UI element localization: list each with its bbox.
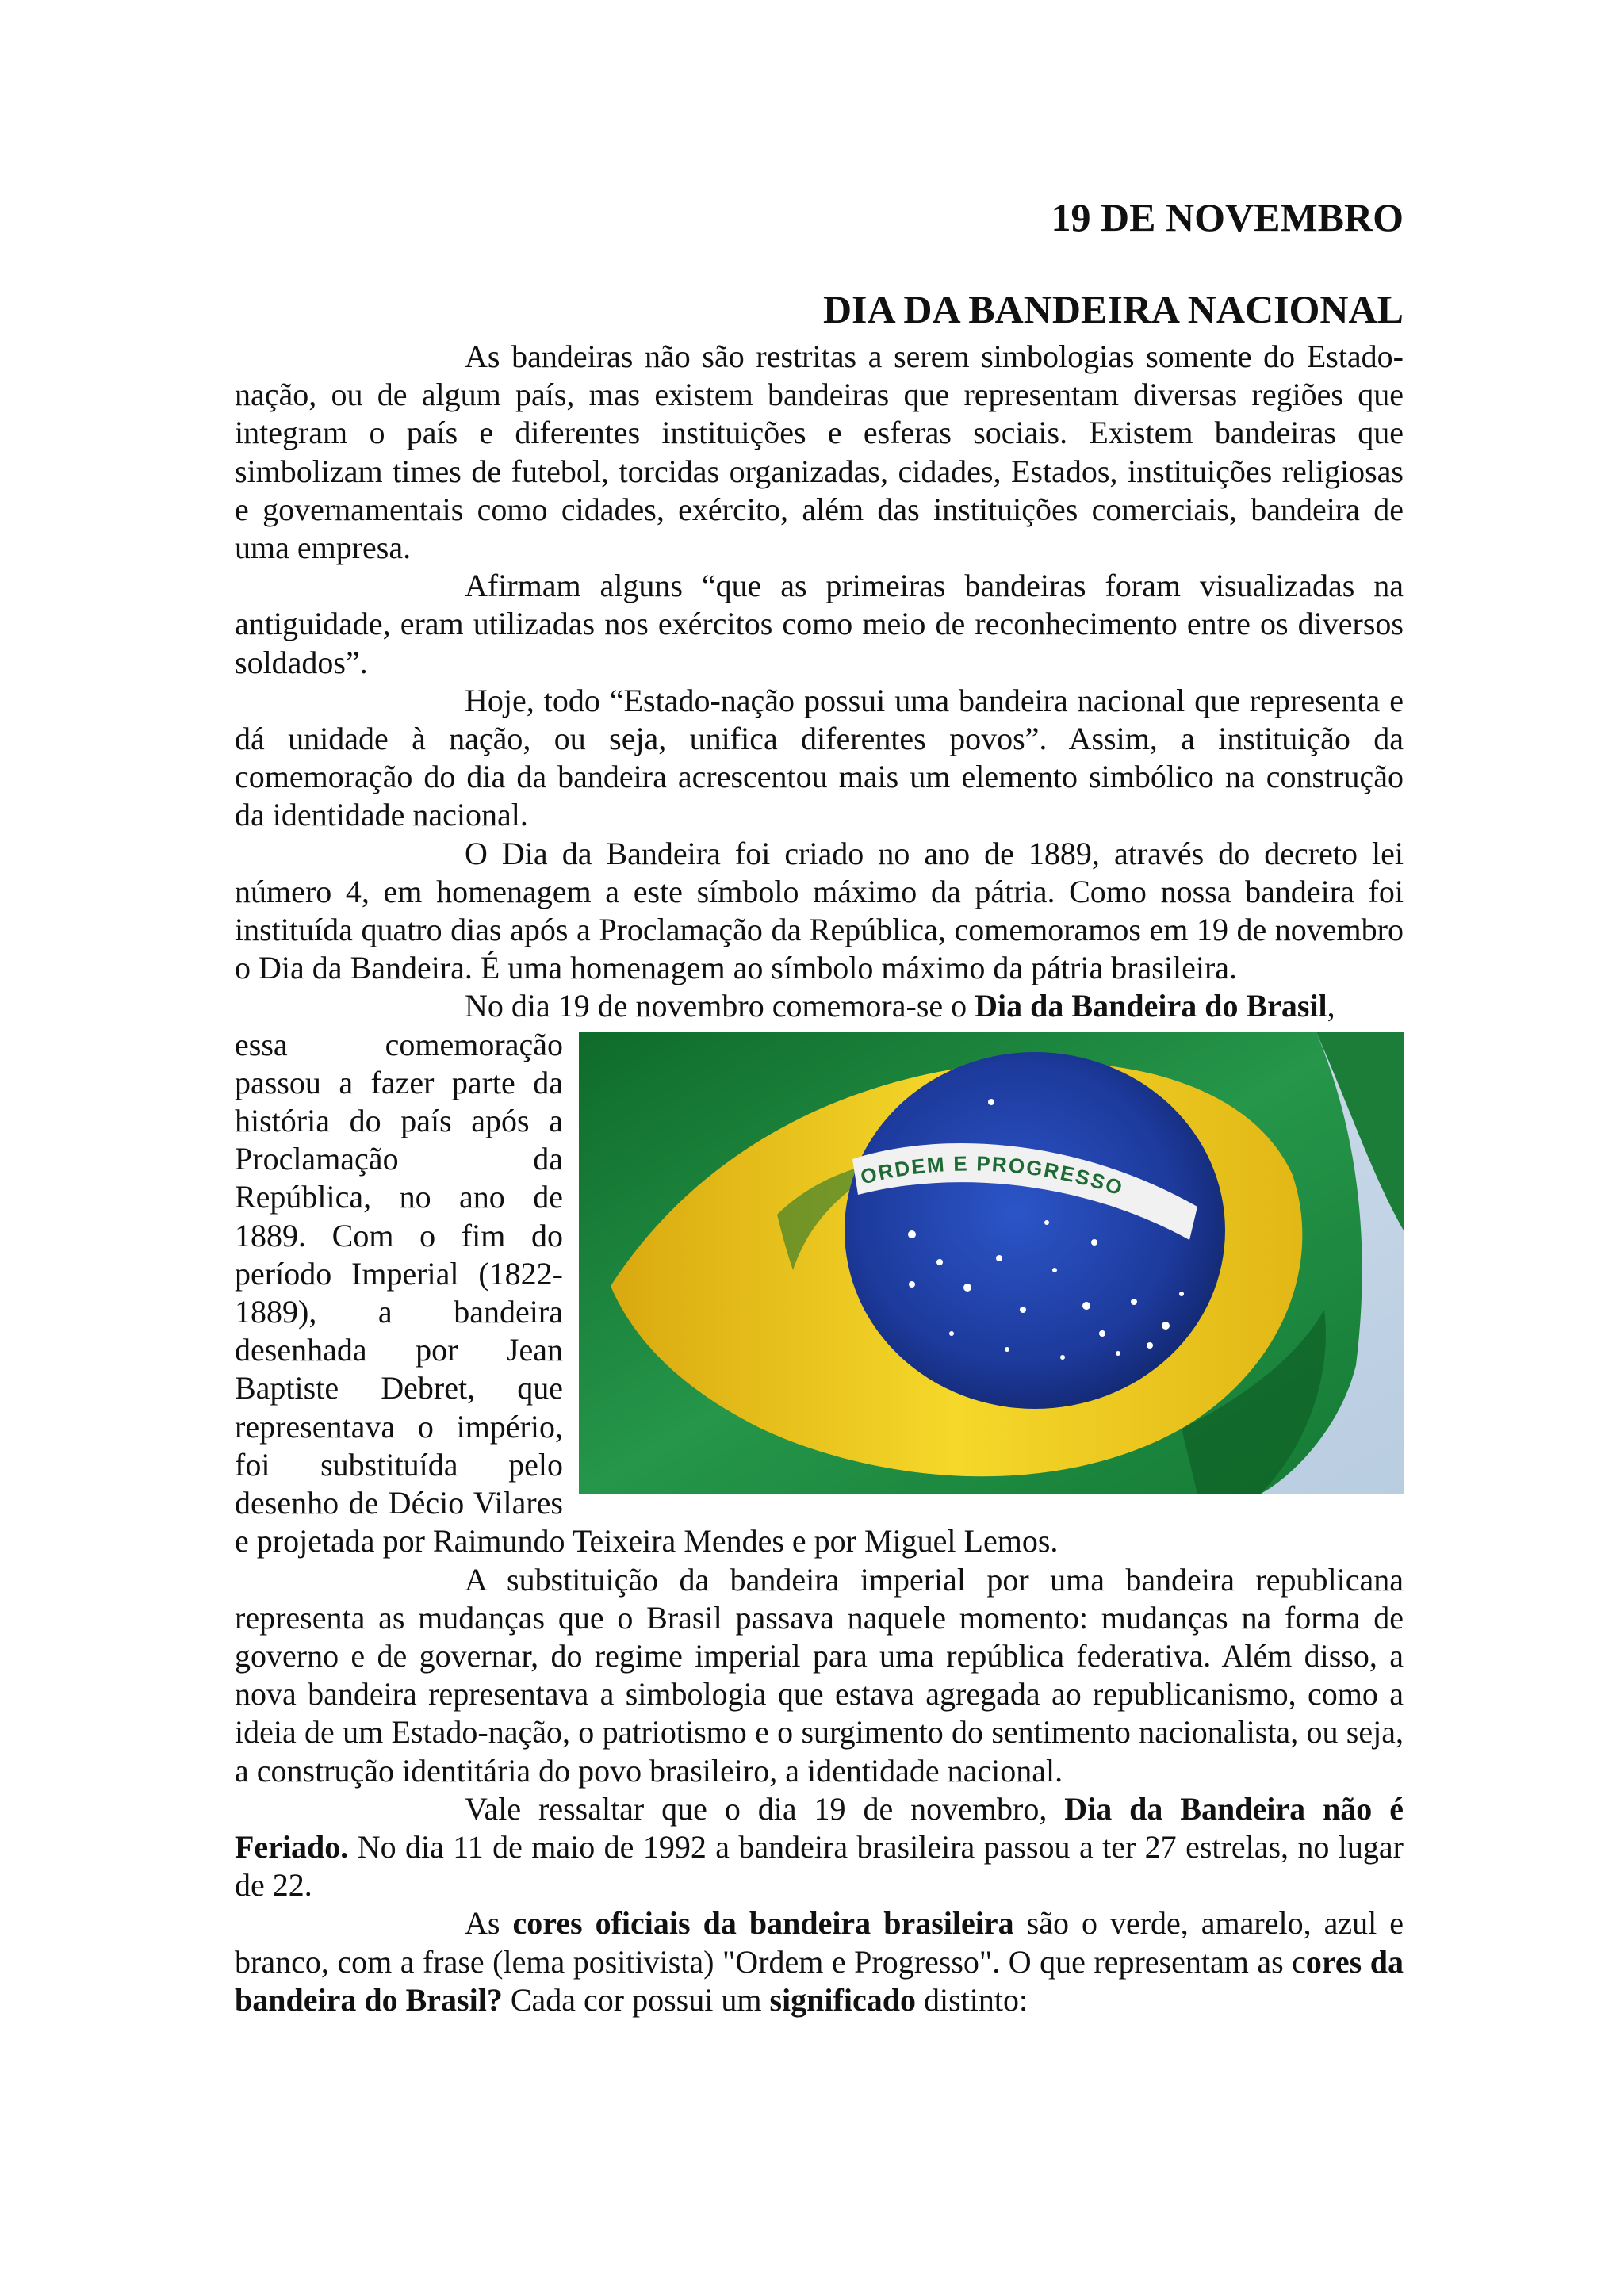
paragraph-6: A substituição da bandeira imperial por uma bandeira republicana representa as mudanças que o Brasil passava naquele momento: mudanças na forma de governo e de governar, do regime imperial para uma república federativa. Além disso, a nova bandeira representava a simbologia que estava agregada ao republicanismo, como a ideia de um Estado-nação, o patriotismo e o surgimento do sentimento nacionalista, ou seja, a construção identitária do povo brasileiro, a identidade nacional. — [235, 1561, 1404, 1789]
paragraph-7 — [235, 1790, 1404, 1905]
p8-text-c: são o verde, amarelo, azul e branco, com a frase (lema positivista) "Ordem e Progresso". O que representam as c — [235, 1905, 1404, 1980]
paragraph-1: As bandeiras não são restritas a serem simbologias somente do Estado-nação, ou de algum país, mas existem bandeiras que representam diversas regiões que integram o país e diferentes instituições e esferas sociais. Existem bandeiras que simbolizam times de futebol, torcidas organizadas, cidades, Estados, instituições religiosas e governamentais como cidades, exército, além das instituições comerciais, bandeira de uma empresa. — [235, 339, 1404, 566]
p5-text-end: , — [1327, 988, 1335, 1024]
star — [1116, 1351, 1120, 1356]
p8-text-e: Cada cor possui um — [502, 1981, 770, 2018]
title-date: 19 DE NOVEMBRO — [1051, 195, 1404, 239]
paragraph-3: Hoje, todo “Estado-nação possui uma bandeira nacional que representa e dá unidade à nação, ou seja, unifica diferentes povos”. Assim, a instituição da comemoração do dia da bandeira acrescentou mais um elemento simbólico na construção da identidade nacional. — [235, 682, 1404, 833]
brazil-flag-image — [579, 1032, 1404, 1494]
star — [1060, 1355, 1065, 1360]
paragraph-8 — [235, 1904, 1404, 2019]
flag-blue-globe — [845, 1052, 1225, 1409]
star — [1020, 1307, 1026, 1313]
star — [1052, 1268, 1057, 1272]
p5-text-start: No dia 19 de novembro comemora-se o — [465, 988, 975, 1024]
p8-text-g: distinto: — [915, 1981, 1028, 2018]
star — [909, 1281, 915, 1288]
star — [908, 1230, 916, 1238]
paragraph-5-wrapped: essa comemoração passou a fazer parte da história do país após a Proclamação da República, no ano de 1889. Com o fim do período Imperial (1822-1889), a bandeira desenhada por Jean Baptiste Debret, que representava o império, foi substituída pelo desenho de Décio Vilares e projetada por Raimundo Teixeira Mendes e por Miguel Lemos. — [235, 1026, 1059, 1559]
star — [996, 1255, 1002, 1261]
star — [963, 1284, 971, 1292]
star — [1099, 1330, 1105, 1337]
star — [1131, 1299, 1137, 1305]
star — [1179, 1292, 1184, 1296]
p7-text-start: Vale ressaltar que o dia 19 de novembro, — [465, 1790, 1065, 1827]
paragraph-5 — [235, 987, 1404, 1025]
document-page — [235, 182, 1404, 2019]
brazil-flag-illustration — [579, 1032, 1404, 1494]
p7-bold-not-holiday: Dia da Bandeira não é Feriado. — [235, 1790, 1404, 1865]
p8-bold-flag-colors-question: ores da bandeira do Brasil? — [235, 1943, 1404, 2018]
star — [1044, 1220, 1049, 1225]
p8-bold-meaning: significado — [769, 1981, 916, 2018]
star — [1147, 1342, 1153, 1349]
paragraph-4: O Dia da Bandeira foi criado no ano de 1889, através do decreto lei número 4, em homenagem a este símbolo máximo da pátria. Como nossa bandeira foi instituída quatro dias após a Proclamação da República, comemoramos em 19 de novembro o Dia da Bandeira. É uma homenagem ao símbolo máximo da pátria brasileira. — [235, 835, 1404, 986]
p7-text-end: No dia 11 de maio de 1992 a bandeira brasileira passou a ter 27 estrelas, no lugar de 22. — [235, 1828, 1404, 1904]
p8-text-a: As — [465, 1905, 513, 1942]
star — [1082, 1302, 1090, 1310]
star — [1005, 1347, 1009, 1352]
star — [988, 1099, 994, 1105]
star — [1162, 1322, 1170, 1330]
star — [936, 1259, 943, 1265]
star — [949, 1331, 954, 1336]
flag-motto-textpath: ORDEM E PROGRESSO — [858, 1151, 1127, 1200]
title-main: DIA DA BANDEIRA NACIONAL — [822, 287, 1404, 331]
p5-bold-flag-day: Dia da Bandeira do Brasil — [975, 988, 1327, 1024]
star — [1091, 1239, 1097, 1246]
p8-bold-official-colors: cores oficiais da bandeira brasileira — [512, 1905, 1014, 1942]
paragraph-2: Afirmam alguns “que as primeiras bandeiras foram visualizadas na antiguidade, eram utilizadas nos exércitos como meio de reconhecimento entre os diversos soldados”. — [235, 568, 1404, 680]
